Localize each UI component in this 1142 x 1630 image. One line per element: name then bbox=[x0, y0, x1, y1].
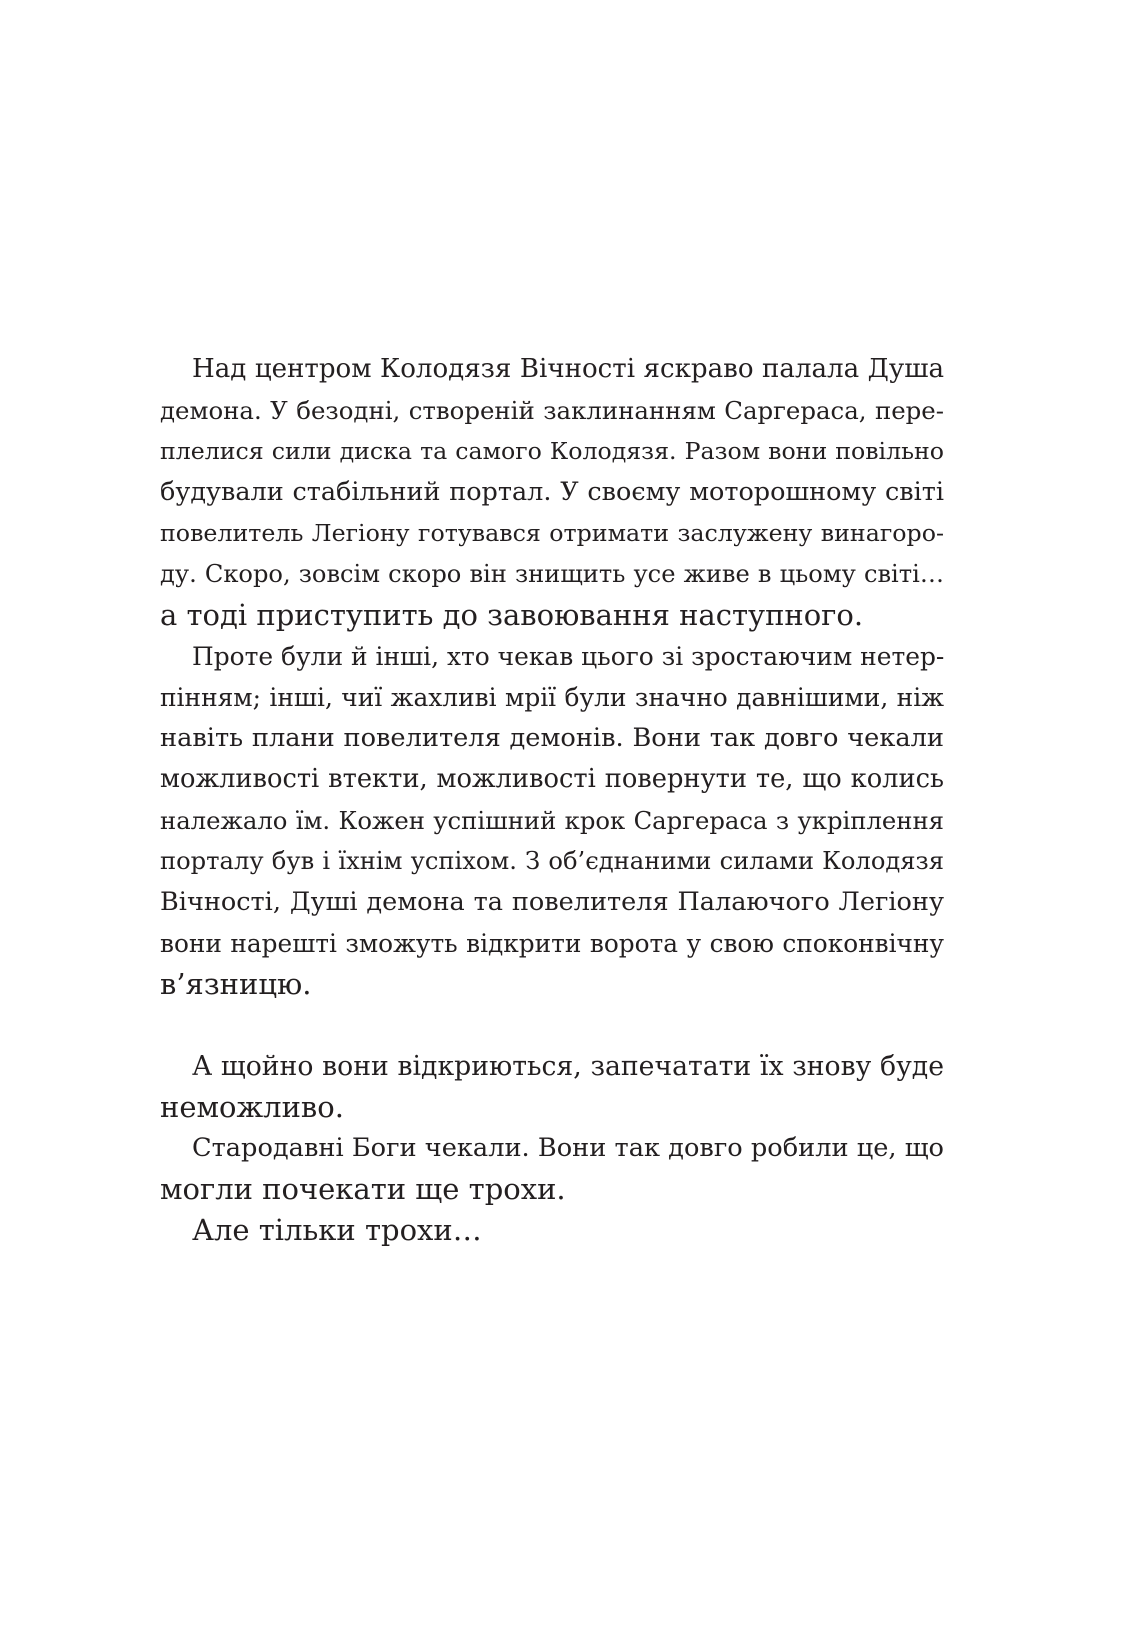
text-line: Над центром Колодязя Вічності яскраво палала Душа bbox=[192, 354, 944, 384]
paragraph-4 bbox=[160, 1128, 944, 1210]
text-line: будували стабільний портал. У своєму моторошному світі bbox=[160, 477, 944, 507]
paragraph-1 bbox=[160, 349, 944, 636]
text-line: навіть плани повелителя демонів. Вони так довго чекали bbox=[160, 723, 944, 753]
text-line: Проте були й інші, хто чекав цього зі зростаючим нетер- bbox=[192, 642, 945, 671]
paragraph-5 bbox=[160, 1210, 944, 1251]
text-line: ду. Скоро, зовсім скоро він знищить усе живе в цьому світі… bbox=[160, 560, 944, 588]
text-line: пінням; інші, чиї жахливі мрії були значно давнішими, ніж bbox=[160, 683, 944, 712]
text-line: а тоді приступить до завоювання наступного. bbox=[160, 598, 864, 632]
text-line: Вічності, Душі демона та повелителя Палаючого Легіону bbox=[160, 887, 944, 917]
body-text bbox=[160, 349, 944, 1251]
text-line: плелися сили диска та самого Колодязя. Разом вони повільно bbox=[160, 437, 944, 465]
paragraph-2 bbox=[160, 636, 944, 1046]
text-line: повелитель Легіону готувався отримати заслужену винагоро- bbox=[160, 519, 944, 547]
text-line: неможливо. bbox=[160, 1090, 344, 1124]
text-line: могли почекати ще трохи. bbox=[160, 1172, 566, 1206]
text-line: порталу був і їхнім успіхом. З об’єднаними силами Колодязя bbox=[160, 847, 944, 875]
text-line: можливості втекти, можливості повернути те, що колись bbox=[160, 764, 944, 794]
text-line: Стародавні Боги чекали. Вони так довго робили це, що bbox=[192, 1133, 944, 1163]
text-line: демона. У безодні, створеній заклинанням Саргераса, пере- bbox=[160, 396, 944, 425]
text-line bbox=[160, 1005, 944, 1046]
text-line: належало їм. Кожен успішний крок Саргераса з укріплення bbox=[160, 806, 944, 835]
paragraph-3 bbox=[160, 1046, 944, 1128]
text-line: вони нарешті зможуть відкрити ворота у свою споконвічну bbox=[160, 929, 944, 958]
text-line: Але тільки трохи… bbox=[192, 1213, 482, 1247]
text-line: в’язницю. bbox=[160, 967, 312, 1001]
text-line: А щойно вони відкриються, запечатати їх знову буде bbox=[192, 1051, 944, 1082]
